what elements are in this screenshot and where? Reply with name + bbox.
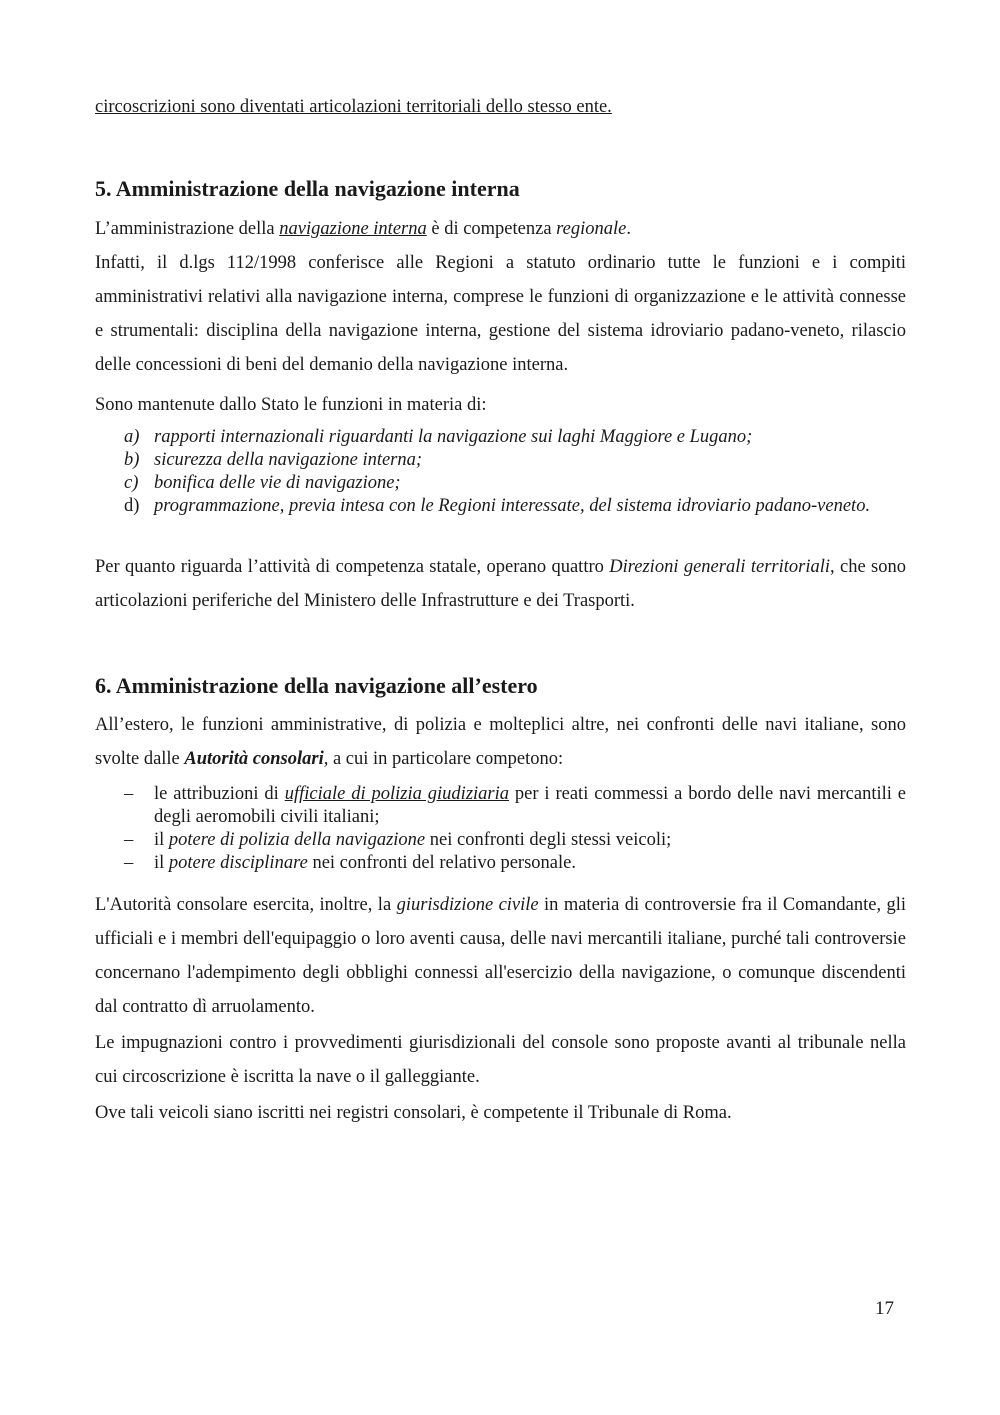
page-number: 17	[875, 1298, 894, 1319]
section6-registri-paragraph: Ove tali veicoli siano iscritti nei registri consolari, è competente il Tribunale di Roma.	[95, 1103, 732, 1123]
giurisdizione-text2: in materia di controversie fra il Comandante, gli ufficiali e i membri dell'equipaggio o loro aventi causa, delle navi mercantili italiane, purché tali controversie concernano l'adempimento degli obblighi connessi all'esercizio della navigazione, o comunque discendenti dal contratto dì arruolamento.	[95, 895, 906, 1017]
list-item	[95, 426, 906, 449]
list-marker: d)	[124, 496, 140, 516]
direzioni-term: Direzioni generali territoriali	[609, 557, 830, 577]
section6-impugnazioni-paragraph: Le impugnazioni contro i provvedimenti giurisdizionali del console sono proposte avanti al tribunale nella cui circoscrizione è iscritta la nave o il galleggiante.	[95, 1033, 906, 1087]
list-item	[95, 472, 906, 495]
list-item	[95, 449, 906, 472]
top-line: circoscrizioni sono diventati articolazioni territoriali dello stesso ente.	[95, 97, 612, 117]
autorita-consolari-term: Autorità consolari	[184, 749, 324, 769]
bullet-text2: per i reati commessi a bordo delle navi mercantili e degli aeromobili civili italiani;	[154, 784, 906, 827]
list-marker: c)	[124, 473, 139, 493]
dash-bullet-icon: –	[124, 784, 134, 804]
bullet-text2: nei confronti degli stessi veicoli;	[425, 830, 672, 850]
bullet-item	[95, 829, 906, 852]
list-item-text: programmazione, previa intesa con le Regioni interessate, del sistema idroviario padano-veneto.	[154, 496, 871, 516]
section5-list-intro: Sono mantenute dallo Stato le funzioni in materia di:	[95, 395, 487, 415]
bullet-text: il	[154, 853, 169, 873]
potere-disciplinare-term: potere disciplinare	[168, 853, 308, 873]
section6-intro-end: , a cui in particolare competono:	[323, 749, 564, 769]
potere-polizia-term: potere di polizia della navigazione	[168, 830, 426, 850]
list-item	[95, 495, 906, 518]
direzioni-text2: , che sono articolazioni periferiche del Ministero delle Infrastrutture e dei Trasporti.	[95, 557, 906, 611]
section5-intro-end: .	[626, 219, 632, 239]
giurisdizione-text: L'Autorità consolare esercita, inoltre, la	[95, 895, 397, 915]
section6-giurisdizione-paragraph	[95, 888, 906, 1024]
section5-paragraph-dlgs: Infatti, il d.lgs 112/1998 conferisce alle Regioni a statuto ordinario tutte le funzioni e i compiti amministrativi relativi alla navigazione interna, comprese le funzioni di organizzazione e le attività connesse e strumentali: disciplina della navigazione interna, gestione del sistema idroviario padano-veneto, rilascio delle concessioni di beni del demanio della navigazione interna.	[95, 253, 906, 375]
bullet-text: le attribuzioni di	[154, 784, 285, 804]
list-item-text: bonifica delle vie di navigazione;	[154, 473, 401, 493]
ufficiale-term: ufficiale di polizia giudiziaria	[284, 784, 510, 804]
section5-intro	[95, 212, 906, 246]
bullet-text: il	[154, 830, 169, 850]
section5-heading: 5. Amministrazione della navigazione interna	[95, 176, 520, 201]
bullet-item	[95, 783, 906, 829]
bullet-text2: nei confronti del relativo personale.	[307, 853, 576, 873]
section5-intro-text2: è di competenza	[426, 219, 557, 239]
list-marker: a)	[124, 427, 140, 447]
section5-intro-text: L’amministrazione della	[95, 219, 280, 239]
dash-bullet-icon: –	[124, 830, 134, 850]
section6-bullet-list	[95, 783, 906, 875]
section5-list	[95, 426, 906, 518]
list-item-text: rapporti internazionali riguardanti la navigazione sui laghi Maggiore e Lugano;	[154, 427, 753, 447]
bullet-item	[95, 852, 906, 875]
regionale-term: regionale	[556, 219, 627, 239]
list-marker: b)	[124, 450, 140, 470]
section6-heading: 6. Amministrazione della navigazione all’estero	[95, 673, 538, 698]
dash-bullet-icon: –	[124, 853, 134, 873]
list-item-text: sicurezza della navigazione interna;	[154, 450, 423, 470]
section6-intro-text: All’estero, le funzioni amministrative, di polizia e molteplici altre, nei confronti delle navi italiane, sono svolte dalle	[95, 715, 906, 769]
direzioni-text: Per quanto riguarda l’attività di competenza statale, operano quattro	[95, 557, 610, 577]
giurisdizione-term: giurisdizione civile	[396, 895, 539, 915]
section5-direzioni-paragraph	[95, 550, 906, 618]
navigazione-interna-term: navigazione interna	[279, 219, 427, 239]
section6-intro	[95, 708, 906, 776]
